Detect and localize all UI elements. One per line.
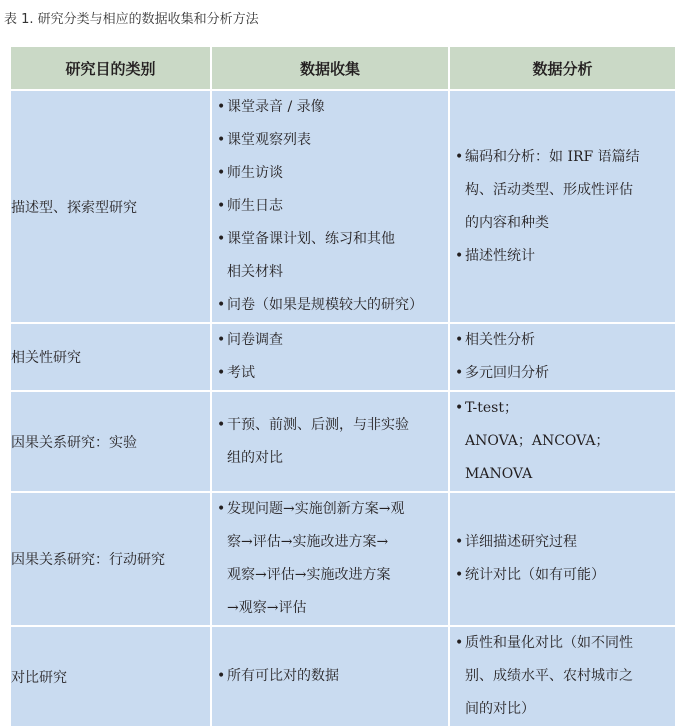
list-item: • 描述性统计 xyxy=(455,247,535,264)
list-item: • 课堂备课计划、练习和其他 xyxy=(217,231,395,247)
row-analysis xyxy=(449,492,676,626)
research-methods-table xyxy=(9,45,677,728)
list-item: • 统计对比（如有可能） xyxy=(455,567,605,583)
list-item: • 多元回归分析 xyxy=(455,365,549,381)
list-item: • 问卷（如果是规模较大的研究） xyxy=(217,297,423,313)
list-item-continuation: 构、活动类型、形成性评估 xyxy=(465,181,633,198)
list-item: • 干预、前测、后测，与非实验 xyxy=(217,416,409,433)
list-item: • 课堂观察列表 xyxy=(217,132,311,148)
row-collection xyxy=(211,391,449,492)
row-category: 相关性研究 xyxy=(10,323,211,391)
list-item: • 详细描述研究过程 xyxy=(455,534,577,550)
list-item: • 相关性分析 xyxy=(455,332,535,348)
list-item: • 质性和量化对比（如不同性 xyxy=(455,635,633,651)
list-item-continuation: 组的对比 xyxy=(227,449,283,466)
row-collection xyxy=(211,90,449,323)
row-analysis xyxy=(449,90,676,323)
header-category: 研究目的类别 xyxy=(10,46,211,90)
row-category: 对比研究 xyxy=(10,626,211,727)
list-item: • 所有可比对的数据 xyxy=(217,668,339,684)
row-category: 因果关系研究：行动研究 xyxy=(10,492,211,626)
list-item: • 问卷调查 xyxy=(217,332,283,348)
list-item-continuation: 别、成绩水平、农村城市之 xyxy=(465,668,633,684)
row-category: 描述型、探索型研究 xyxy=(10,90,211,323)
row-analysis xyxy=(449,323,676,391)
header-analysis: 数据分析 xyxy=(449,46,676,90)
row-collection xyxy=(211,492,449,626)
row-collection xyxy=(211,323,449,391)
list-item: • 编码和分析：如 IRF 语篇结 xyxy=(455,148,640,165)
table-row xyxy=(10,492,676,626)
list-item: • 课堂录音 / 录像 xyxy=(217,99,325,115)
list-item-continuation: 的内容和种类 xyxy=(465,214,549,231)
list-item-continuation: 相关材料 xyxy=(227,264,283,280)
header-collection: 数据收集 xyxy=(211,46,449,90)
header-row xyxy=(10,46,676,90)
list-item: • 发现问题→实施创新方案→观 xyxy=(217,501,405,517)
row-analysis xyxy=(449,626,676,727)
list-item: • 师生日志 xyxy=(217,198,283,214)
table-caption: 表 1. 研究分类与相应的数据收集和分析方法 xyxy=(4,12,259,27)
table-row xyxy=(10,626,676,727)
list-item-continuation: ANOVA；ANCOVA； xyxy=(465,433,610,449)
list-item-continuation: 间的对比） xyxy=(465,701,535,717)
table-row xyxy=(10,323,676,391)
row-collection xyxy=(211,626,449,727)
list-item-continuation: →观察→评估 xyxy=(227,600,307,616)
table-row xyxy=(10,90,676,323)
list-item-continuation: MANOVA xyxy=(465,466,533,482)
list-item-continuation: 观察→评估→实施改进方案 xyxy=(227,567,391,583)
list-item: • T-test； xyxy=(455,400,518,416)
row-category: 因果关系研究：实验 xyxy=(10,391,211,492)
list-item-continuation: 察→评估→实施改进方案→ xyxy=(227,534,389,550)
list-item: • 师生访谈 xyxy=(217,165,283,181)
list-item: • 考试 xyxy=(217,365,255,381)
row-analysis xyxy=(449,391,676,492)
table-row xyxy=(10,391,676,492)
